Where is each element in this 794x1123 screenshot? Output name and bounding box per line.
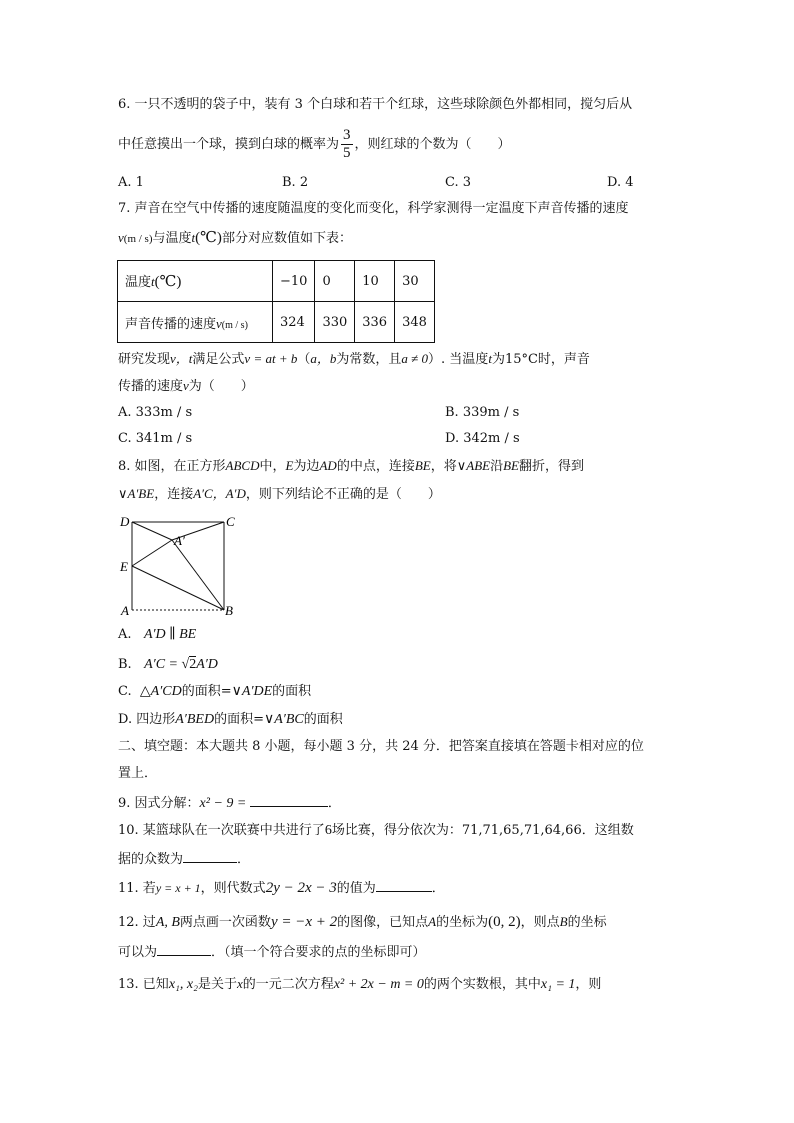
- q7-l3-a: 研究发现: [118, 352, 171, 367]
- q8-ob-left: A′C =: [144, 657, 182, 672]
- q12-l1-A: A: [428, 914, 437, 929]
- q8-od-tri: ∨A′BC: [263, 712, 304, 727]
- q8-l1-d: 的中点，连接: [336, 459, 415, 474]
- section2-heading-line2: 置上．: [118, 766, 158, 781]
- q8-line1: [118, 457, 584, 476]
- q7-l3-d: 为常数，且: [336, 352, 402, 367]
- q7-line4: [118, 377, 254, 396]
- q8-ob-radicand: 2: [189, 657, 197, 672]
- table-cell: 336: [355, 302, 395, 343]
- q6-line2: [118, 126, 511, 164]
- q8-ob-prefix: B.: [118, 657, 132, 672]
- q7-option-c: C. 341m / s: [118, 431, 193, 446]
- q7-var-v: v: [118, 230, 124, 245]
- q6-option-b: B. 2: [282, 175, 309, 190]
- table-cell: 0: [315, 261, 355, 302]
- q6-fraction: [341, 127, 353, 162]
- q13-vars: x₁, x₂: [168, 977, 198, 992]
- q6-frac-den: 5: [343, 145, 351, 161]
- q12-l1-a: 12. 过: [118, 915, 156, 930]
- q8-od-end: 的面积: [303, 712, 343, 727]
- q7-l3-b: 满足公式: [192, 352, 245, 367]
- q8-l1-tri: ∨ABE: [456, 458, 491, 473]
- q8-oc-mid: 的面积=: [181, 684, 232, 699]
- q7-data-table: [117, 260, 435, 343]
- q11-cond: y = x + 1: [155, 881, 201, 895]
- q8-l1-be2: BE: [503, 458, 519, 473]
- q8-l2-b: ，则下列结论不正确的是（ ）: [245, 487, 441, 502]
- q8-l2-a: ，连接: [154, 487, 194, 502]
- q7-l3-cond: a ≠ 0: [401, 351, 429, 366]
- segment-a-prime-b: [172, 540, 224, 610]
- label-e: E: [120, 559, 128, 574]
- q13-d: 的两个实数根，其中: [423, 977, 541, 992]
- q12-l2-a: 可以为: [118, 945, 158, 960]
- row2-label: 声音传播的速度: [125, 316, 217, 332]
- table-cell: 324: [273, 302, 315, 343]
- q12-l1-fn: y = −x + 2: [270, 914, 338, 930]
- table-cell-label: [118, 302, 273, 343]
- q8-od-quad: A′BED: [175, 712, 215, 727]
- q6-option-d: D. 4: [607, 175, 634, 190]
- q8-oc-prefix: C.: [118, 684, 132, 699]
- table-cell-label: [118, 261, 273, 302]
- q6-line1: 6. 一只不透明的袋子中，装有 3 个白球和若干个红球，这些球除颜色外都相同，搅匀后从: [118, 97, 633, 112]
- q7-formula: v = at + b: [244, 351, 298, 366]
- q6-frac-num: 3: [343, 127, 351, 143]
- q11-answer-blank[interactable]: [376, 879, 432, 892]
- q8-l2-tri: ∨A′BE: [118, 486, 155, 501]
- table-row: [118, 261, 435, 302]
- q10-line1: [118, 822, 634, 840]
- q7-l3-ab: a，b: [310, 351, 337, 366]
- row1-unit: (℃): [154, 274, 182, 290]
- q8-l2-seg: A′C，A′D: [193, 486, 246, 501]
- q9-line: [118, 794, 341, 813]
- q6-line2-post: ，则红球的个数为（ ）: [354, 137, 511, 152]
- q10-l1-a: 10. 某篮球队在一次联赛中共进行了: [118, 823, 325, 838]
- q7-l3-t: t: [488, 351, 492, 366]
- q12-l1-d: 的坐标为: [436, 915, 489, 930]
- q8-l1-f: 沿: [490, 459, 504, 474]
- q8-oc-tri1: △A′CD: [139, 684, 182, 699]
- q8-l1-e2: ，将: [430, 459, 457, 474]
- label-a: A: [121, 603, 129, 618]
- q6-option-c: C. 3: [445, 175, 472, 190]
- q13-a: 13. 已知: [118, 977, 169, 992]
- q9-expr: x² − 9 =: [199, 796, 250, 811]
- q8-option-b: [118, 654, 218, 676]
- q7-l3-e: ）. 当温度: [428, 352, 489, 367]
- q13-x: x: [237, 976, 243, 991]
- square-fold-figure: [114, 512, 244, 620]
- label-d: D: [120, 514, 130, 529]
- q8-option-a: [118, 626, 196, 644]
- q13-eq: x² + 2x − m = 0: [333, 977, 424, 992]
- sqrt-symbol: √: [181, 657, 190, 672]
- segment-ea-prime: [132, 540, 172, 566]
- q7-l3-c: （: [297, 352, 311, 367]
- q12-l1-f: 的坐标: [567, 915, 607, 930]
- q12-l1-ab: A, B: [155, 915, 180, 930]
- q7-l4-b: 为（ ）: [188, 379, 254, 394]
- section2-heading-line1: 二、填空题：本大题共 8 小题，每小题 3 分，共 24 分．把答案直接填在答题卡相对应的位: [118, 739, 644, 754]
- q8-l1-b: 中，: [259, 459, 286, 474]
- q8-oa-prefix: A.: [118, 627, 132, 642]
- label-b: B: [225, 603, 233, 618]
- q8-option-d: [118, 711, 343, 729]
- q8-od-prefix: D. 四边形: [118, 712, 176, 727]
- q7-line3: [118, 350, 590, 369]
- q12-line1: [118, 913, 607, 932]
- q8-l1-a: 8. 如图，在正方形: [118, 459, 226, 474]
- q9-pre: 9. 因式分解：: [118, 796, 200, 811]
- q13-c: 的一元二次方程: [242, 977, 334, 992]
- q11-line: [118, 879, 445, 898]
- q13-e: ，则: [575, 977, 602, 992]
- q10-line2: [118, 850, 250, 869]
- q9-answer-blank[interactable]: [250, 794, 328, 807]
- q11-expr: 2y − 2x − 3: [265, 880, 337, 896]
- q7-line2-post: 部分对应数值如下表：: [221, 231, 352, 246]
- q8-l1-g: 翻折，得到: [519, 459, 585, 474]
- table-cell: 10: [355, 261, 395, 302]
- q7-l4-a: 传播的速度: [118, 379, 184, 394]
- q10-answer-blank[interactable]: [183, 850, 237, 863]
- segment-a-prime-d: [132, 522, 172, 540]
- q11-mid: ，则代数式: [200, 881, 266, 896]
- q11-mid2: 的值为: [336, 881, 376, 896]
- q12-l1-c: 的图像，已知点: [337, 915, 429, 930]
- q8-line2: [118, 485, 441, 504]
- table-row: [118, 302, 435, 343]
- q7-option-d: D. 342m / s: [445, 431, 520, 446]
- q8-l1-e: E: [285, 458, 294, 473]
- table-cell: −10: [273, 261, 315, 302]
- q7-var-t: t: [191, 230, 196, 245]
- row1-var: t: [151, 274, 155, 289]
- q8-oa-expr: A′D ∥ BE: [143, 627, 197, 642]
- q8-od-mid: 的面积=: [214, 712, 264, 727]
- q12-l1-b: 两点画一次函数: [179, 915, 271, 930]
- q7-celsius: (℃): [195, 230, 222, 246]
- q7-line2-mid: 与温度: [152, 231, 192, 246]
- q7-unit: (m / s): [123, 233, 153, 245]
- q8-oc-end: 的面积: [272, 684, 312, 699]
- q7-l4-v: v: [183, 378, 189, 393]
- q8-oc-tri2: ∨A′DE: [231, 684, 273, 699]
- q8-ob-right: A′D: [196, 657, 218, 672]
- q11-post: ．: [431, 881, 445, 896]
- q10-l1-n: 6: [324, 823, 332, 838]
- q10-l2-a: 据的众数为: [118, 852, 184, 867]
- row1-label: 温度: [125, 275, 152, 290]
- q8-l1-abcd: ABCD: [225, 458, 260, 473]
- q13-b: 是关于: [197, 977, 237, 992]
- q8-l1-ad: AD: [319, 458, 337, 473]
- q7-l3-f: 为15°C时，声音: [491, 352, 590, 367]
- q8-l1-be: BE: [414, 458, 431, 473]
- q13-cond: x₁ = 1: [540, 977, 576, 992]
- table-cell: 348: [395, 302, 435, 343]
- q12-line2: [118, 943, 426, 962]
- label-a-prime: A′: [174, 533, 185, 548]
- q7-line1: 7. 声音在空气中传播的速度随温度的变化而变化，科学家测得一定温度下声音传播的速度: [118, 201, 629, 216]
- q6-option-a: A. 1: [118, 175, 144, 190]
- q12-l2-b: ．（填一个符合要求的点的坐标即可）: [211, 945, 426, 960]
- q7-option-b: B. 339m / s: [445, 405, 520, 420]
- q12-answer-blank[interactable]: [157, 943, 211, 956]
- label-c: C: [226, 514, 235, 529]
- row2-unit: (m / s): [221, 319, 248, 331]
- q12-l1-coord: (0, 2): [488, 914, 521, 930]
- table-cell: 30: [395, 261, 435, 302]
- q12-l1-e: ，则点: [520, 915, 560, 930]
- q9-post: ．: [327, 796, 341, 811]
- q6-line2-pre: 中任意摸出一个球，摸到白球的概率为: [118, 137, 340, 152]
- segment-eb: [132, 566, 224, 610]
- q10-l2-b: ．: [237, 852, 251, 867]
- q12-l1-B: B: [559, 914, 568, 929]
- q7-l3-vars: v，t: [170, 351, 193, 366]
- row2-var: v: [216, 315, 222, 331]
- q13-line: [118, 975, 601, 994]
- q7-option-a: A. 333m / s: [118, 405, 193, 420]
- q10-l1-b: 场比赛，得分依次为：71,71,65,71,64,66．这组数: [331, 823, 634, 838]
- q8-l1-c: 为边: [293, 459, 320, 474]
- q8-option-c: [118, 683, 311, 701]
- q11-pre: 11. 若: [118, 881, 156, 896]
- table-cell: 330: [315, 302, 355, 343]
- q7-line2: [118, 229, 352, 248]
